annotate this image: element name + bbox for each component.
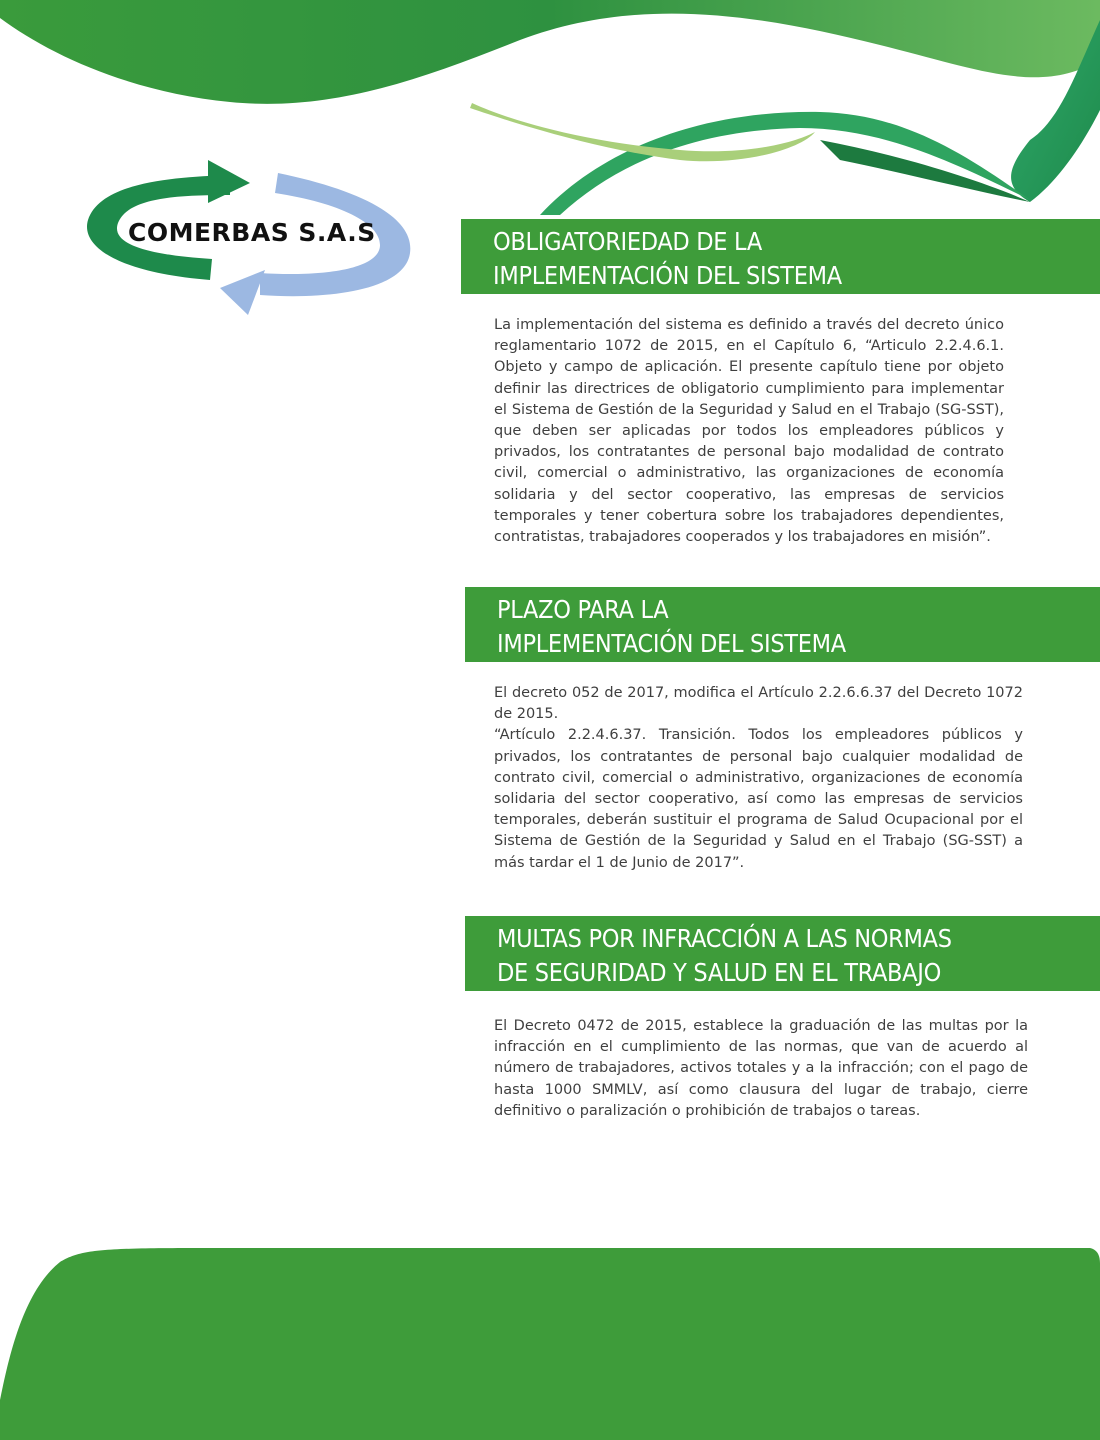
- section-title: MULTAS POR INFRACCIÓN A LAS NORMAS DE SEGURIDAD Y SALUD EN EL TRABAJO: [497, 924, 952, 987]
- section-title: PLAZO PARA LA IMPLEMENTACIÓN DEL SISTEMA: [497, 595, 846, 658]
- section-header-multas: [465, 916, 1100, 991]
- paragraph: “Artículo 2.2.4.6.37. Transición. Todos los empleadores públicos y privados, los contratantes de personal bajo cualquier modalidad de contrato civil, comercial o administrativo, organizaciones de economía solidaria del sector cooperativo, así como las empresas de servicios temporales, deberán sustituir el programa de Salud Ocupacional por el Sistema de Gestión de la Seguridad y Salud en el Trabajo (SG-SST) a más tardar el 1 de Junio de 2017”.: [494, 727, 1023, 871]
- paragraph: El Decreto 0472 de 2015, establece la graduación de las multas por la infracción en el cumplimiento de las normas, que van de acuerdo al número de trabajadores, activos totales y a la infracción; con el pago de hasta 1000 SMMLV, así como clausura del lugar de trabajo, cierre definitivo o paralización o prohibición de trabajos o tareas.: [494, 1018, 1028, 1119]
- paragraph: El decreto 052 de 2017, modifica el Artículo 2.2.6.6.37 del Decreto 1072 de 2015.: [494, 685, 1023, 723]
- section-header-obligatoriedad: [461, 219, 1100, 294]
- section-title: OBLIGATORIEDAD DE LA IMPLEMENTACIÓN DEL SISTEMA: [493, 227, 842, 290]
- paragraph: La implementación del sistema es definido a través del decreto único reglamentario 1072 de 2015, en el Capítulo 6, “Articulo 2.2.4.6.1. Objeto y campo de aplicación. El presente capítulo tiene por objeto definir las directrices de obligatorio cumplimiento para implementar el Sistema de Gestión de la Seguridad y Salud en el Trabajo (SG-SST), que deben ser aplicadas por todos los empleadores públicos y privados, los contratantes de personal bajo modalidad de contrato civil, comercial o administrativo, las organizaciones de economía solidaria y del sector cooperativo, las empresas de servicios temporales y tener cobertura sobre los trabajadores dependientes, contratistas, trabajadores cooperados y los trabajadores en misión”.: [494, 317, 1004, 546]
- company-logo-text: COMERBAS S.A.S: [128, 218, 376, 247]
- section-body-plazo: [494, 683, 1023, 874]
- section-body-multas: [494, 1016, 1028, 1122]
- section-body-obligatoriedad: [494, 315, 1004, 548]
- section-header-plazo: [465, 587, 1100, 662]
